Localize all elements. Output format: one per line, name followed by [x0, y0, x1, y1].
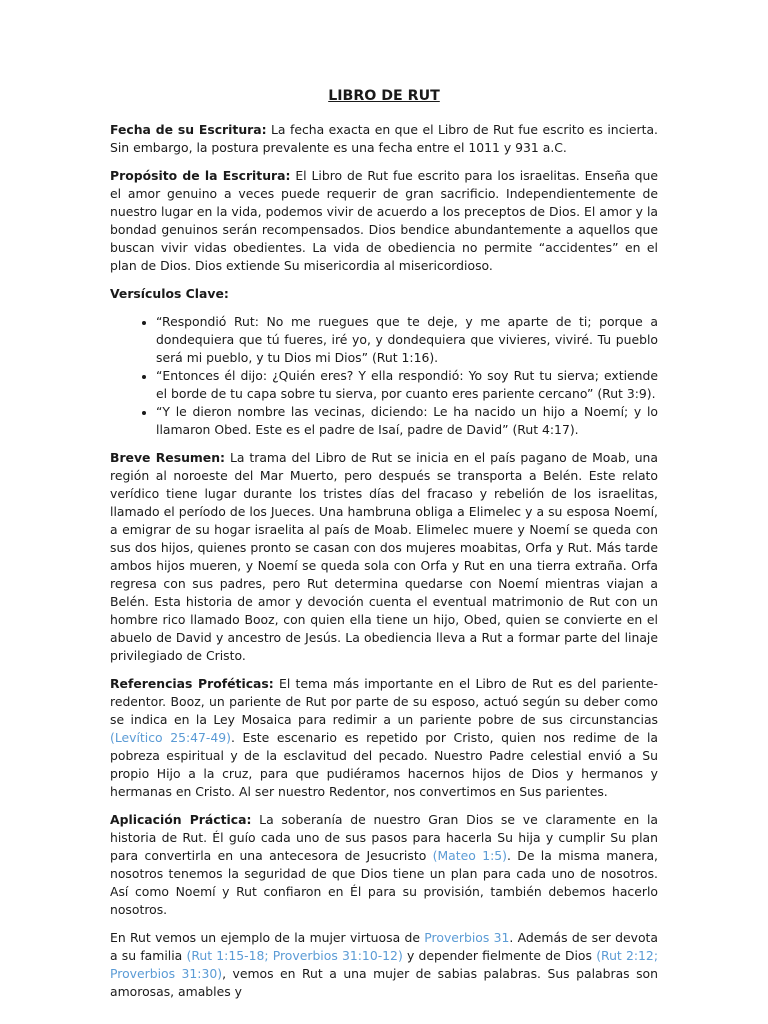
final-text-2: . Además de ser devota a su familia	[110, 930, 658, 963]
referencias-label: Referencias Proféticas:	[110, 676, 274, 691]
list-item: • “Y le dieron nombre las vecinas, diciendo: Le ha nacido un hijo a Noemí; y lo llamaron Obed. Este es el padre de Isaí, padre de David” (Rut 4:17).	[156, 403, 658, 439]
paragraph-resumen	[110, 449, 658, 665]
paragraph-proposito	[110, 167, 658, 275]
referencias-text: El tema más importante en el Libro de Rut es del pariente-redentor. Booz, un pariente de Rut por parte de su esposo, actuó según su deber como se indica en la Ley Mosaica para redimir a un pariente pobre de sus circunstancias	[110, 676, 659, 727]
link-proverbios-31[interactable]: Proverbios 31	[424, 930, 510, 945]
aplicacion-text-after: . De la misma manera, nosotros tenemos la seguridad de que Dios tiene un plan para cada uno de nosotros. Así como Noemí y Rut confiaron en Él para su provisión, también debemos hacerlo nosotros.	[110, 848, 658, 917]
link-rut-proverbios-1[interactable]: (Rut 1:15-18; Proverbios 31:10-12)	[186, 948, 403, 963]
paragraph-referencias	[110, 675, 658, 801]
versiculos-list	[110, 313, 658, 439]
aplicacion-text: La soberanía de nuestro Gran Dios se ve claramente en la historia de Rut. Él guío cada uno de sus pasos para hacerla Su hija y cumplir Su plan para convertirla en una antecesora de Jesucristo	[110, 812, 658, 863]
final-text-3: y depender fielmente de Dios	[402, 948, 597, 963]
referencias-text-after: . Este escenario es repetido por Cristo, quien nos redime de la pobreza espiritual y de la esclavitud del pecado. Nuestro Padre celestial envió a Su propio Hijo a la cruz, para que pudiéramos hacernos hijos de Dios y hermanos y hermanas en Cristo. Al ser nuestro Redentor, nos convertimos en Sus parientes.	[110, 730, 658, 799]
proposito-text: El Libro de Rut fue escrito para los israelitas. Enseña que el amor genuino a veces puede requerir de gran sacrificio. Independientemente de nuestro lugar en la vida, podemos vivir de acuerdo a los preceptos de Dios. El amor y la bondad genuinos serán recompensados. Dios bendice abundantemente a aquellos que buscan vivir vidas obedientes. La vida de obediencia no permite “accidentes” en el plan de Dios. Dios extiende Su misericordia al misericordioso.	[110, 168, 658, 273]
paragraph-aplicacion	[110, 811, 658, 919]
final-text-4: , vemos en Rut a una mujer de sabias palabras. Sus palabras son amorosas, amables y	[110, 966, 658, 999]
paragraph-versiculos-heading	[110, 285, 658, 303]
link-mateo[interactable]: (Mateo 1:5)	[432, 848, 507, 863]
fecha-text: La fecha exacta en que el Libro de Rut fue escrito es incierta. Sin embargo, la postura prevalente es una fecha entre el 1011 y 931 a.C.	[110, 122, 658, 155]
document-title: LIBRO DE RUT	[328, 88, 440, 104]
list-item: • “Respondió Rut: No me ruegues que te deje, y me aparte de ti; porque a dondequiera que tú fueres, iré yo, y dondequiera que vivieres, viviré. Tu pueblo será mi pueblo, y tu Dios mi Dios” (Rut 1:16).	[156, 313, 658, 367]
fecha-label: Fecha de su Escritura:	[110, 122, 267, 137]
resumen-text: La trama del Libro de Rut se inicia en el país pagano de Moab, una región al noroeste del Mar Muerto, pero después se transporta a Belén. Este relato verídico tiene lugar durante los tristes días del fracaso y rebelión de los israelitas, llamado el período de los Jueces. Una hambruna obliga a Elimelec y a su esposa Noemí, a emigrar de su hogar israelita al país de Moab. Elimelec muere y Noemí se queda con sus dos hijos, quienes pronto se casan con dos mujeres moabitas, Orfa y Rut. Más tarde ambos hijos mueren, y Noemí se queda sola con Orfa y Rut en una tierra extraña. Orfa regresa con sus padres, pero Rut determina quedarse con Noemí mientras viajan a Belén. Esta historia de amor y devoción cuenta el eventual matrimonio de Rut con un hombre rico llamado Booz, con quien ella tiene un hijo, Obed, quien se convierte en el abuelo de David y ancestro de Jesús. La obediencia lleva a Rut a formar parte del linaje privilegiado de Cristo.	[110, 450, 659, 663]
list-item: • “Entonces él dijo: ¿Quién eres? Y ella respondió: Yo soy Rut tu sierva; extiende el borde de tu capa sobre tu sierva, por cuanto eres pariente cercano” (Rut 3:9).	[156, 367, 658, 403]
link-rut-proverbios-2[interactable]: (Rut 2:12; Proverbios 31:30)	[110, 948, 658, 981]
proposito-label: Propósito de la Escritura:	[110, 168, 291, 183]
paragraph-final	[110, 929, 658, 1001]
link-levitico[interactable]: (Levítico 25:47-49)	[110, 730, 231, 745]
resumen-label: Breve Resumen:	[110, 450, 225, 465]
paragraph-fecha	[110, 121, 658, 157]
final-text-1: En Rut vemos un ejemplo de la mujer virtuosa de	[110, 930, 425, 945]
versiculos-label: Versículos Clave:	[110, 286, 229, 301]
aplicacion-label: Aplicación Práctica:	[110, 812, 252, 827]
